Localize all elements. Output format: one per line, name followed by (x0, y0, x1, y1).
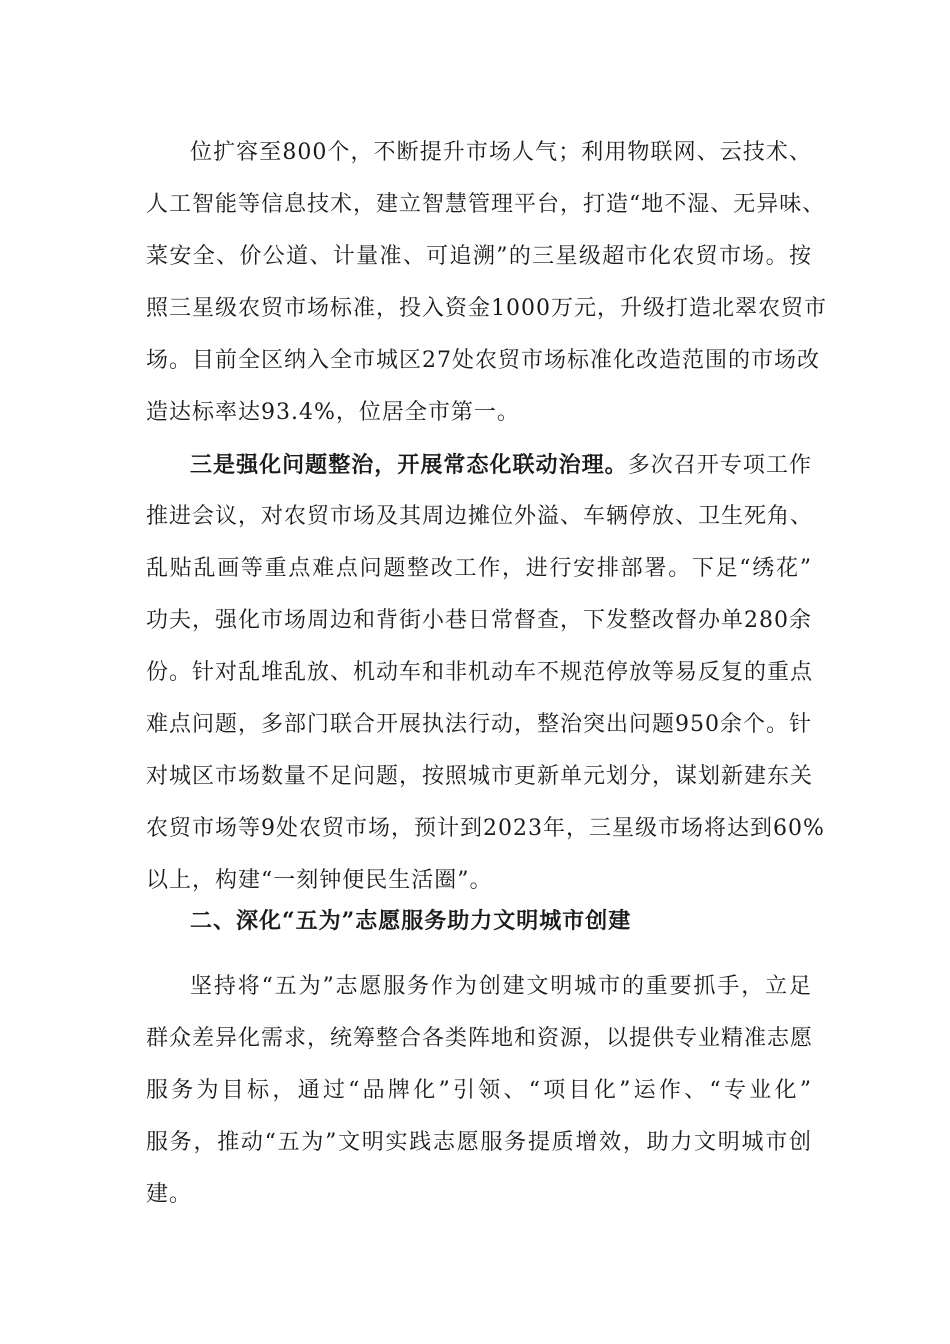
paragraph-lead-rest: 多次召开专项工作 (627, 453, 812, 478)
text-line: 服务为目标，通过“品牌化”引领、“项目化”运作、“专业化” (146, 1078, 812, 1103)
text-line: 功夫，强化市场周边和背街小巷日常督查，下发整改督办单280余 (146, 608, 812, 633)
section-heading: 二、深化“五为”志愿服务助力文明城市创建 (190, 908, 632, 934)
text-line: 群众差异化需求，统筹整合各类阵地和资源，以提供专业精准志愿 (146, 1026, 814, 1051)
text-line: 场。目前全区纳入全市城区27处农贸市场标准化改造范围的市场改 (146, 348, 820, 373)
text-line: 份。针对乱堆乱放、机动车和非机动车不规范停放等易反复的重点 (146, 660, 814, 685)
text-line: 建。 (146, 1182, 193, 1207)
text-line: 难点问题，多部门联合开展执法行动，整治突出问题950余个。针 (146, 712, 812, 737)
text-line: 推进会议，对农贸市场及其周边摊位外溢、车辆停放、卫生死角、 (146, 504, 814, 529)
paragraph-market-upgrade (146, 127, 827, 439)
text-line: 菜安全、价公道、计量准、可追溯”的三星级超市化农贸市场。按 (146, 244, 812, 269)
text-line: 乱贴乱画等重点难点问题整改工作，进行安排部署。下足“绣花” (146, 556, 812, 581)
text-line (146, 439, 812, 491)
paragraph-volunteer-service (146, 961, 812, 1221)
text-line: 坚持将“五为”志愿服务作为创建文明城市的重要抓手，立足 (190, 974, 812, 999)
paragraph-lead-bold: 三是强化问题整治，开展常态化联动治理。 (190, 452, 628, 478)
text-line: 造达标率达93.4%，位居全市第一。 (146, 400, 520, 425)
text-line: 人工智能等信息技术，建立智慧管理平台，打造“地不湿、无异味、 (146, 192, 826, 217)
text-line: 位扩容至800个，不断提升市场人气；利用物联网、云技术、 (190, 140, 812, 165)
text-line: 照三星级农贸市场标准，投入资金1000万元，升级打造北翠农贸市 (146, 296, 827, 321)
paragraph-problem-rectification (146, 439, 825, 907)
text-line: 农贸市场等9处农贸市场，预计到2023年，三星级市场将达到60% (146, 816, 825, 841)
text-line: 服务，推动“五为”文明实践志愿服务提质增效，助力文明城市创 (146, 1130, 812, 1155)
text-line: 对城区市场数量不足问题，按照城市更新单元划分，谋划新建东关 (146, 764, 814, 789)
text-line: 以上，构建“一刻钟便民生活圈”。 (146, 868, 493, 893)
